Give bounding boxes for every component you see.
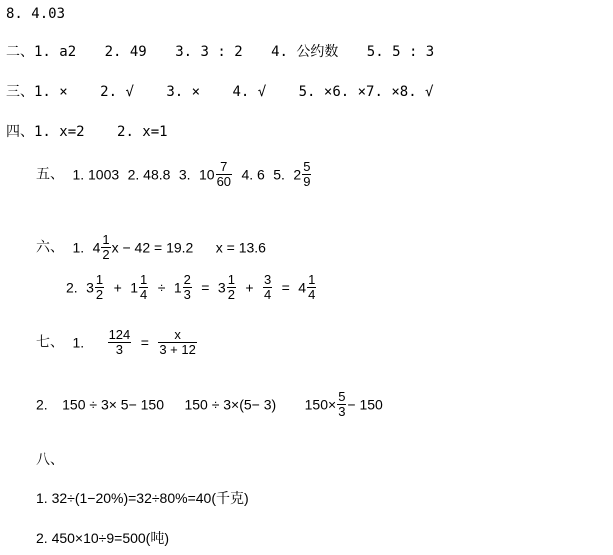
- sec5-answer-5-fraction: [302, 160, 311, 189]
- section-5: [36, 160, 312, 189]
- fraction-denominator: 3 + 12: [159, 342, 196, 357]
- sec6-q2-term3-whole: 1: [173, 279, 182, 296]
- fraction-denominator: 2: [102, 247, 110, 262]
- sec5-answer-5-prefix: 5.: [273, 166, 285, 183]
- sec7-q1-left-fraction: [108, 328, 132, 357]
- sec7-q2-expression-3-fraction: [337, 390, 346, 419]
- sec7-q1-right-fraction: [158, 328, 197, 357]
- answer-line-8: [6, 6, 65, 22]
- sec6-q1-fraction: [101, 233, 110, 262]
- divide-sign: ÷: [157, 279, 166, 296]
- equals-sign: =: [201, 279, 210, 296]
- sec7-q2-expression-3-pre: 150×: [304, 396, 337, 413]
- sec6-q1-answer: x = 13.6: [215, 239, 266, 256]
- section-7-q2: [36, 390, 383, 419]
- fraction-numerator: 2: [183, 272, 191, 287]
- equals-sign: =: [281, 279, 290, 296]
- fraction-denominator: 3: [183, 287, 191, 302]
- sec5-answer-3-whole: 10: [198, 166, 215, 183]
- section-3: [6, 84, 433, 100]
- fraction-numerator: 1: [140, 272, 148, 287]
- sec6-q2-term1-fraction: [95, 273, 104, 302]
- sec6-q2-term4-whole: 3: [217, 279, 226, 296]
- fraction-numerator: 124: [108, 327, 131, 342]
- sec5-answer-4: 4. 6: [241, 166, 265, 183]
- section-8-q1: [36, 490, 249, 506]
- fraction-denominator: 9: [303, 174, 311, 189]
- fraction-denominator: 4: [140, 287, 148, 302]
- fraction-numerator: 1: [227, 272, 235, 287]
- sec6-q1-whole: 4: [92, 239, 101, 256]
- sec8-answer-1: 1. 32÷(1−20%)=32÷80%=40(千克): [36, 490, 249, 506]
- fraction-numerator: 1: [308, 272, 316, 287]
- section-6-q2: [66, 273, 317, 302]
- fraction-numerator: 1: [95, 272, 104, 287]
- section-5-label: 五、: [36, 166, 64, 183]
- sec3-answer-5-8: 5. ×6. ×7. ×8. √: [298, 84, 434, 100]
- sec3-answer-4: 4. √: [232, 84, 267, 100]
- plus-sign: +: [113, 279, 122, 296]
- equals-sign: =: [140, 334, 149, 351]
- sec2-answer-4: 4. 公约数: [271, 44, 339, 60]
- sec4-answer-2: 2. x=1: [117, 124, 168, 140]
- fraction-denominator: 4: [308, 287, 316, 302]
- section-6-label: 六、: [36, 239, 64, 256]
- sec5-answer-3-fraction: [216, 160, 232, 189]
- section-8-label: 八、: [36, 452, 64, 468]
- plus-sign: +: [245, 279, 254, 296]
- sec5-answer-3-prefix: 3.: [178, 166, 191, 183]
- sec6-q2-prefix: 2.: [66, 279, 78, 296]
- section-8-q2: [36, 530, 169, 546]
- fraction-denominator: 2: [95, 287, 104, 302]
- sec5-answer-2: 2. 48.8: [127, 166, 171, 183]
- sec2-answer-1: 1. a2: [34, 44, 77, 60]
- sec3-answer-1: 1. ×: [34, 84, 68, 100]
- sec2-answer-3: 3. 3 : 2: [175, 44, 243, 60]
- sec2-answer-5: 5. 5 : 3: [366, 44, 435, 60]
- sec6-q2-term2-whole: 1: [130, 279, 139, 296]
- fraction-numerator: 1: [102, 232, 110, 247]
- sec5-answer-1: 1. 1003: [72, 166, 120, 183]
- section-8-heading: [36, 452, 64, 468]
- sec6-q1-prefix: 1.: [72, 239, 85, 256]
- fraction-denominator: 60: [216, 174, 232, 189]
- sec7-q2-expression-3-post: − 150: [347, 396, 383, 413]
- answer-8: 8. 4.03: [6, 6, 66, 22]
- fraction-numerator: 3: [264, 272, 272, 287]
- sec6-q2-term6-fraction: [307, 273, 316, 302]
- section-2-label: 二、: [6, 44, 34, 60]
- sec4-answer-1: 1. x=2: [34, 124, 85, 140]
- section-6-q1: [36, 233, 266, 262]
- fraction-denominator: 4: [264, 287, 272, 302]
- sec5-answer-5-whole: 2: [293, 166, 302, 183]
- sec6-q2-term6-whole: 4: [298, 279, 307, 296]
- sec7-q2-expression-1: 150 ÷ 3× 5− 150: [62, 396, 165, 413]
- section-7-q1: [36, 328, 198, 357]
- sec6-q2-term1-whole: 3: [86, 279, 94, 296]
- sec3-answer-3: 3. ×: [166, 84, 201, 100]
- fraction-denominator: 3: [115, 342, 124, 357]
- fraction-numerator: 5: [338, 389, 346, 404]
- section-3-label: 三、: [6, 84, 34, 100]
- sec8-answer-2: 2. 450×10÷9=500(吨): [36, 530, 169, 546]
- section-7-label: 七、: [36, 334, 64, 351]
- sec6-q2-term3-fraction: [183, 273, 192, 302]
- sec3-answer-2: 2. √: [100, 84, 134, 100]
- sec6-q1-equation: x − 42 = 19.2: [111, 239, 194, 256]
- fraction-numerator: x: [158, 328, 197, 343]
- sec6-q2-term2-fraction: [139, 273, 148, 302]
- section-4-label: 四、: [6, 124, 34, 140]
- section-4: [6, 124, 168, 140]
- sec7-q1-prefix: 1.: [72, 334, 85, 351]
- fraction-numerator: 7: [216, 160, 232, 175]
- sec2-answer-2: 2. 49: [104, 44, 147, 60]
- sec7-q2-prefix: 2.: [36, 396, 48, 413]
- sec6-q2-term5-fraction: [263, 273, 272, 302]
- sec7-q2-expression-2: 150 ÷ 3×(5− 3): [184, 396, 277, 413]
- fraction-numerator: 5: [303, 159, 311, 174]
- sec6-q2-term4-fraction: [227, 273, 236, 302]
- fraction-denominator: 2: [227, 287, 235, 302]
- fraction-denominator: 3: [338, 404, 346, 419]
- section-2: [6, 44, 434, 60]
